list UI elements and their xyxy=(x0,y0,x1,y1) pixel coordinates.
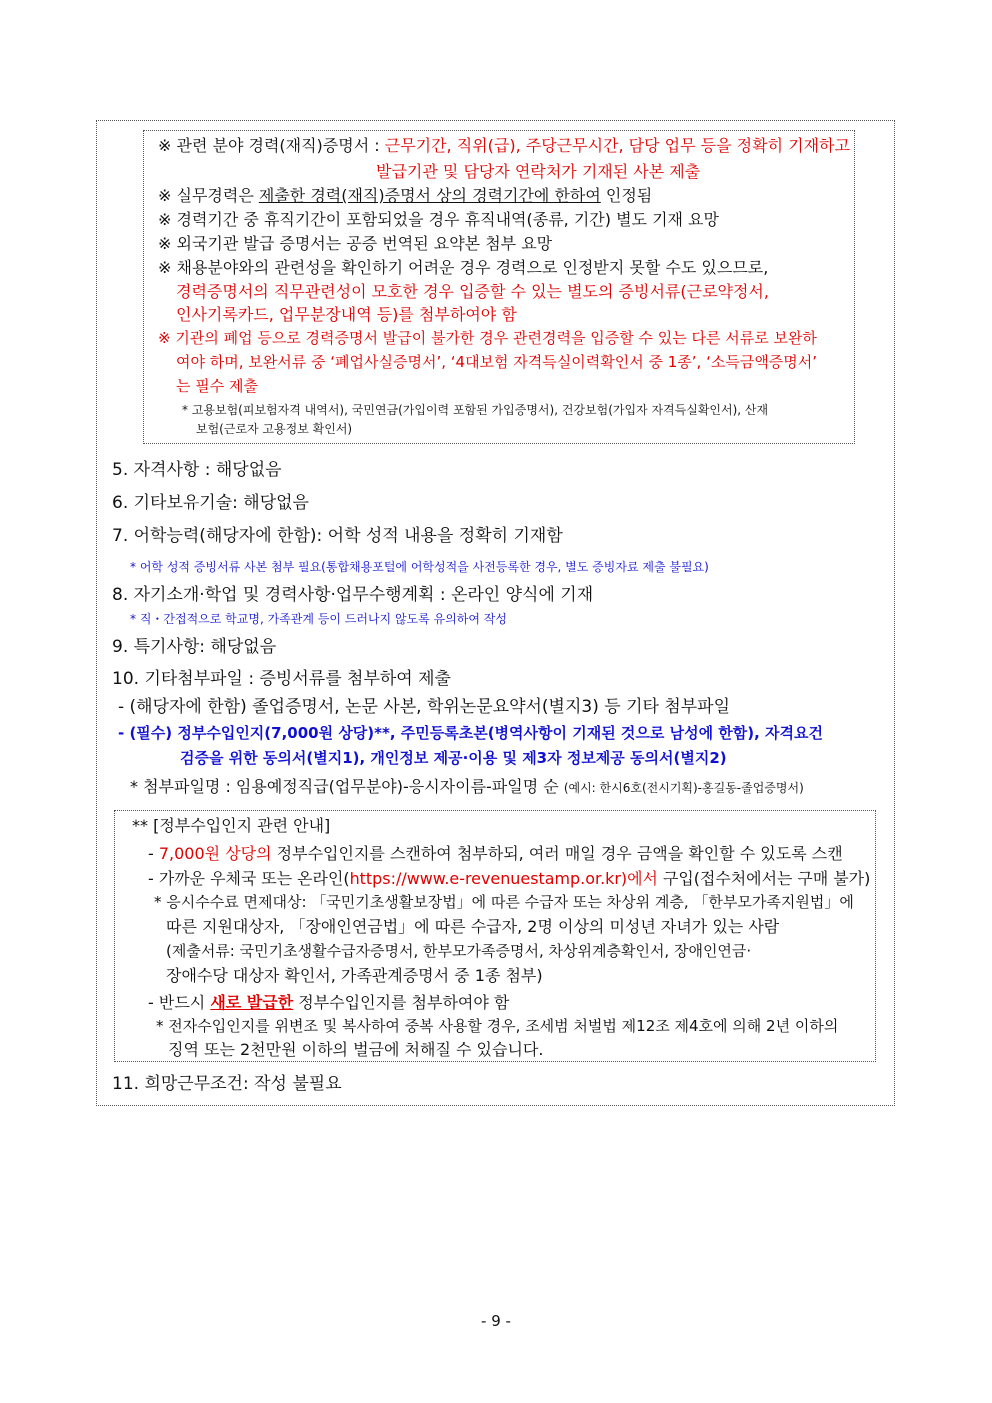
stamp-line-6: 장애수당 대상자 확인서, 가족관계증명서 중 1종 첨부) xyxy=(166,966,543,985)
item-10-optional: - (해당자에 한함) 졸업증명서, 논문 사본, 학위논문요약서(별지3) 등 기타 첨부파일 xyxy=(118,697,731,717)
item-10-required-2: 검증을 위한 동의서(별지1), 개인정보 제공·이용 및 제3자 정보제공 동의서(별지2) xyxy=(180,749,727,767)
stamp-line-9: 징역 또는 2천만원 이하의 벌금에 처해질 수 있습니다. xyxy=(168,1040,544,1059)
note-line-4: ※ 경력기간 중 휴직기간이 포함되었을 경우 휴직내역(종류, 기간) 별도 기재 요망 xyxy=(158,210,719,229)
stamp-line-3: * 응시수수료 면제대상: 「국민기초생활보장법」에 따른 수급자 또는 차상위 계층, 「한부모가족지원법」에 xyxy=(154,893,854,911)
note-line-13: 보험(근로자 고용정보 확인서) xyxy=(196,422,353,436)
page-number: - 9 - xyxy=(481,1312,511,1330)
note-line-10: 여야 하며, 보완서류 중 ‘폐업사실증명서’, ‘4대보험 자격득실이력확인서 중 1종’, ‘소득금액증명서’ xyxy=(176,353,818,371)
note-line-7: 경력증명서의 직무관련성이 모호한 경우 입증할 수 있는 별도의 증빙서류(근로약정서, xyxy=(176,282,769,301)
item-8: 8. 자기소개·학업 및 경력사항·업무수행계획 : 온라인 양식에 기재 xyxy=(112,585,594,605)
stamp-line-5: (제출서류: 국민기초생활수급자증명서, 한부모가족증명서, 차상위계층확인서, 장애인연금· xyxy=(166,942,752,960)
item-8-note: * 직・간접적으로 학교명, 가족관계 등이 드러나지 않도록 유의하여 작성 xyxy=(130,612,507,626)
stamp-line-1: - 7,000원 상당의 정부수입인지를 스캔하여 첨부하되, 여러 매일 경우 금액을 확인할 수 있도록 스캔 xyxy=(148,844,843,863)
item-9: 9. 특기사항: 해당없음 xyxy=(112,637,277,657)
item-7-note: * 어학 성적 증빙서류 사본 첨부 필요(통합채용포털에 어학성적을 사전등록한 경우, 별도 증빙자료 제출 불필요) xyxy=(130,560,709,574)
item-10: 10. 기타첨부파일 : 증빙서류를 첨부하여 제출 xyxy=(112,669,451,689)
note-line-8: 인사기록카드, 업무분장내역 등)를 첨부하여야 함 xyxy=(176,305,517,324)
stamp-line-7: - 반드시 새로 발급한 정부수입인지를 첨부하여야 함 xyxy=(148,993,510,1012)
item-7: 7. 어학능력(해당자에 한함): 어학 성적 내용을 정확히 기재함 xyxy=(112,526,563,546)
stamp-line-4: 따른 지원대상자, 「장애인연금법」에 따른 수급자, 2명 이상의 미성년 자녀가 있는 사람 xyxy=(166,917,780,936)
item-11: 11. 희망근무조건: 작성 불필요 xyxy=(112,1074,342,1094)
stamp-line-8: * 전자수입인지를 위변조 및 복사하여 중복 사용할 경우, 조세범 처벌법 제12조 제4호에 의해 2년 이하의 xyxy=(156,1017,839,1035)
item-6: 6. 기타보유기술: 해당없음 xyxy=(112,493,309,513)
note-line-12: * 고용보험(피보험자격 내역서), 국민연금(가입이력 포함된 가입증명서), 건강보험(가입자 자격득실확인서), 산재 xyxy=(182,403,769,417)
note-line-9: ※ 기관의 폐업 등으로 경력증명서 발급이 불가한 경우 관련경력을 입증할 수 있는 다른 서류로 보완하 xyxy=(158,329,817,347)
item-5: 5. 자격사항 : 해당없음 xyxy=(112,460,282,480)
note-line-11: 는 필수 제출 xyxy=(176,377,258,395)
stamp-title: ** [정부수입인지 관련 안내] xyxy=(132,816,331,835)
stamp-line-2: - 가까운 우체국 또는 온라인(https://www.e-revenuestamp.or.kr)에서 구입(접수처에서는 구매 불가) xyxy=(148,869,871,888)
item-10-filename: * 첨부파일명 : 임용예정직급(업무분야)-응시자이름-파일명 순 (예시: 한시6호(전시기획)-홍길동-졸업증명서) xyxy=(130,777,804,796)
note-line-2: 발급기관 및 담당자 연락처가 기재된 사본 제출 xyxy=(376,162,701,181)
item-10-required-1: - (필수) 정부수입인지(7,000원 상당)**, 주민등록초본(병역사항이 기재된 것으로 남성에 한함), 자격요건 xyxy=(118,724,824,742)
note-line-3: ※ 실무경력은 제출한 경력(재직)증명서 상의 경력기간에 한하여 인정됨 xyxy=(158,186,653,205)
note-line-5: ※ 외국기관 발급 증명서는 공증 번역된 요약본 첨부 요망 xyxy=(158,234,553,253)
note-line-1: ※ 관련 분야 경력(재직)증명서 : 근무기간, 직위(급), 주당근무시간, 담당 업무 등을 정확히 기재하고 xyxy=(158,136,850,155)
note-line-6: ※ 채용분야와의 관련성을 확인하기 어려운 경우 경력으로 인정받지 못할 수도 있으므로, xyxy=(158,258,769,277)
